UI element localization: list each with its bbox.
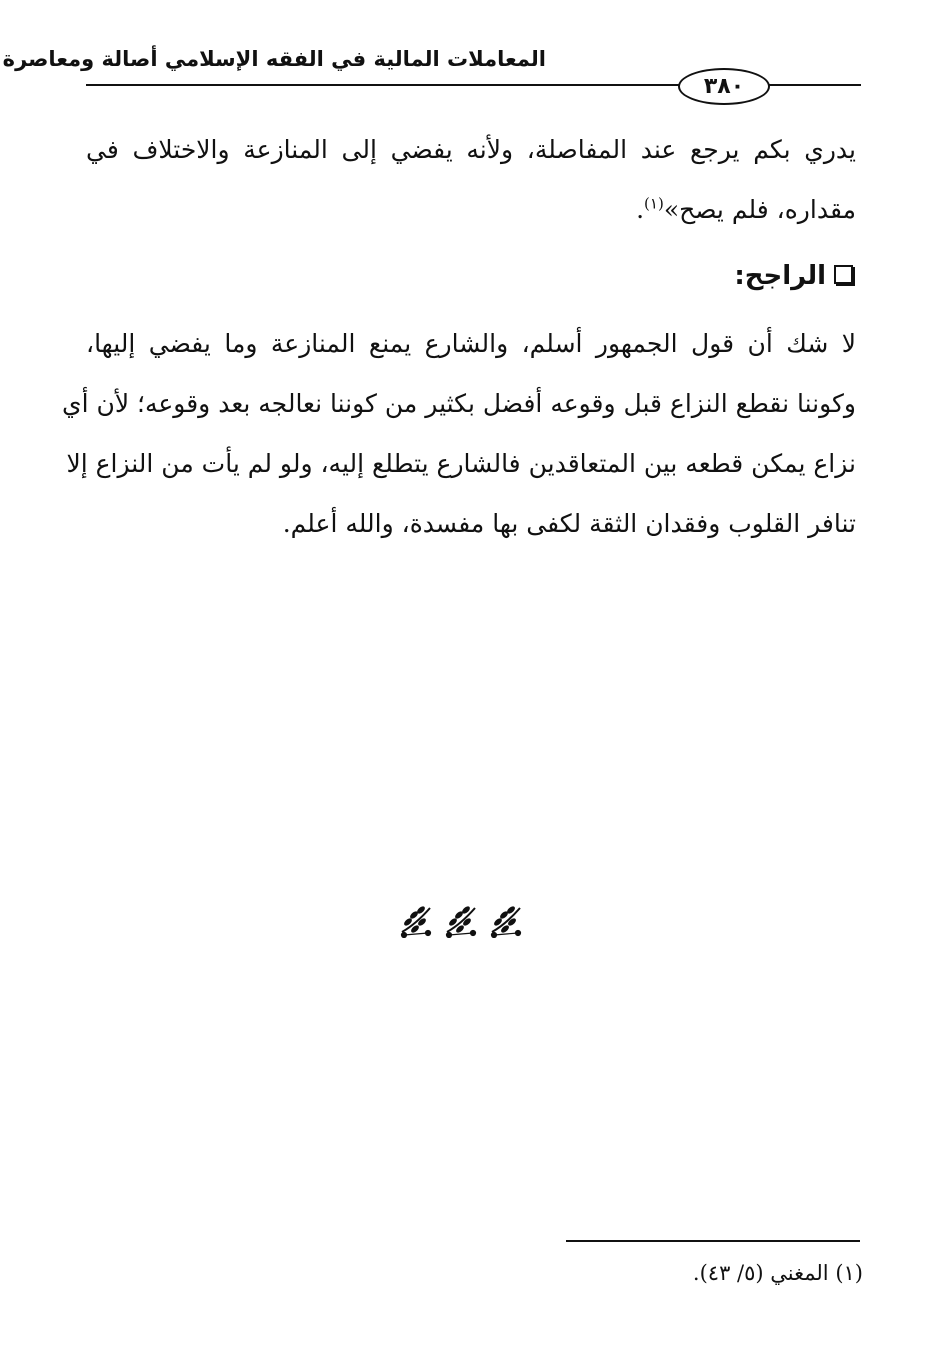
text-line-end: . bbox=[636, 195, 645, 224]
text-line: نزاع يمكن قطعه بين المتعاقدين فالشارع يتطلع إليه، ولو لم يأت من النزاع إلا bbox=[66, 449, 856, 478]
paragraph-continuation bbox=[86, 120, 856, 240]
section-end-ornament bbox=[398, 902, 524, 938]
page-number: ٣٨٠ bbox=[678, 68, 770, 105]
footnote-number: (١) bbox=[835, 1261, 863, 1285]
running-title: المعاملات المالية في الفقه الإسلامي أصالة ومعاصرة bbox=[2, 47, 546, 71]
section-heading bbox=[734, 256, 853, 296]
section-heading-text: الراجح: bbox=[734, 261, 826, 291]
paragraph-preferred-opinion bbox=[62, 314, 856, 554]
floral-ornament-icon bbox=[443, 902, 479, 938]
floral-ornament-icon bbox=[488, 902, 524, 938]
checkbox-bullet-icon bbox=[834, 265, 853, 284]
text-line: تنافر القلوب وفقدان الثقة لكفى بها مفسدة، والله أعلم. bbox=[282, 509, 856, 538]
text-line: وكوننا نقطع النزاع قبل وقوعه أفضل بكثير من كوننا نعالجه بعد وقوعه؛ لأن أي bbox=[62, 389, 856, 418]
text-line-content: مقداره، فلم يصح» bbox=[663, 195, 856, 224]
text-line: يدري بكم يرجع عند المفاصلة، ولأنه يفضي إلى المنازعة والاختلاف في bbox=[86, 135, 856, 164]
floral-ornament-icon bbox=[398, 902, 434, 938]
text-line bbox=[86, 180, 856, 240]
footnote-rule bbox=[566, 1240, 860, 1242]
footnote bbox=[693, 1258, 863, 1288]
footnote-reference[interactable]: (١) bbox=[644, 194, 664, 213]
footnote-text: المغني (٥/ ٤٣). bbox=[692, 1261, 829, 1285]
text-line: لا شك أن قول الجمهور أسلم، والشارع يمنع المنازعة وما يفضي إليها، bbox=[86, 329, 856, 358]
